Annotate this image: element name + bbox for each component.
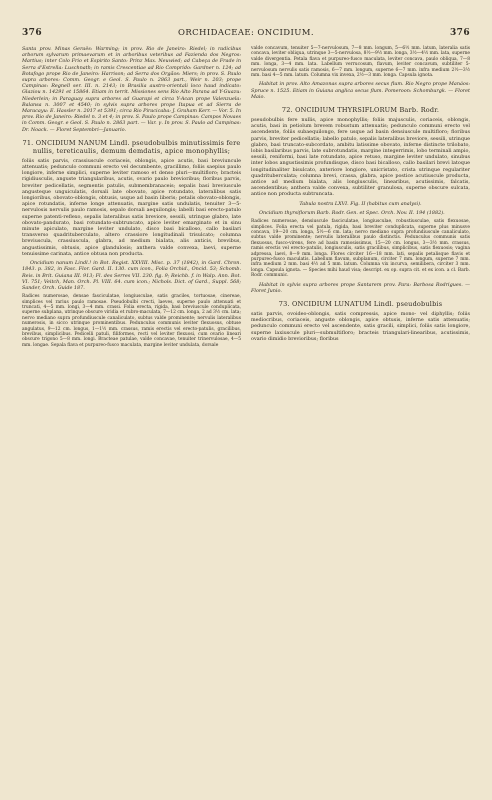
left-column [22, 46, 241, 351]
description: Radices numerosae, densae fasciculatae, longiusculae, satis graciles, tortuosae, cinereae, simplices vel rarius paulo ramosae. Pseudobulbi crecti, laeves, superne paulo attenuati et truncati, 4—5 mm. longi, 3—4 mm. crassi. Folia erecta, rigida, basi breviuscule conduplicata, superne subplana, utrinque obscure viridia et rubro-maculata, 7—12 cm. longa, 2 ad 3½ cm. lata; nervo mediano supra profundiuscule canaliculato, subtus valde prominente; nervulis lateralibus numerosis, in sicco utrinque prominentibus. Pedunculus communis leviter flexuosus, obtuse angulatus, 9—12 cm. longus, 1—1½ mm. crassus, ramis erectis vel erecto-patulis, gracilibus, brevibus, simplicibus. Pedicelli patuli, filiformes, recti vel leviter flexuosi, cum ovario lineari obscure trigono 5—8 mm. longi. Bracteae patulae, valde concavae, tenuiter trinervulosae, 4—5 mm. longae. Sepala flava et purpureo-fusco maculata, margine leviter undulata, dorsale [22, 294, 241, 348]
species-heading-71: 71. ONCIDIUM NANUM Lindl. pseudobulbis minutissimis fere nullis, tereticaulis, demum demdatis, apice monophyllis; [22, 138, 241, 155]
species-heading-73: 73. ONCIDIUM LUNATUM Lindl. pseudobulbis [278, 299, 443, 308]
habitat: Habitat in prov. Alto Amazonas supra arbores secus flum. Rio Negro prope Manáos: Spruce n. 1525. Etiam in Guiana anglica secus flum. Pomeroon: Schomburgk. — Floret Maio. [251, 81, 470, 100]
species-heading-72: 72. ONCIDIUM THYRSIFLORUM Barb. Rodr. [281, 106, 440, 115]
synonymy: Oncidium thyrsiflorum Barb. Rodr. Gen. et Spec. Orch. Nov. II. 194 (1882). [259, 209, 445, 216]
description: Radices numerosae, densiuscule fasciculatae, longiusculae, robustiusculae, satis flexuosae, simplices. Folia erecta vel patula, rigida, basi breviter conduplicata, superne plus minusve concava, 19—20 cm. longa, 5½—6 cm. lata; nervo mediano supra profundiuscule canaliculato, subtus valde prominente; nervulis lateralibus paulo distinctis. Pedunculus communis satis flexuosus, fusco-virens, fere ad basin ramosissimus, 15—20 cm. longus, 3—3½ mm. crassus, ramis erectis vel erecto-patulis, longiusculis, satis gracilibus, simplicibus, satis flexuosis; vagina adpressa, laevi, 8—9 mm. longa. Flores circiter 16—18 mm. lati, sepalis petalisque flavis et purpureo-fusco maculatis. Labellum flavum, subplanum, circiter 7 mm. longum, superne 7 mm. infra medium 2 mm. basi 4½ ad 5 mm. latum. Columna vix incurva, semilibera, circiter 3 mm. longa. Capsula ignota. — Species mihi haud visa; descript. ex op. supra cit. et ex icon. a cl. Barb. Rodr. communic. [251, 219, 470, 279]
synonymy: Oncidium nanum Lindl.! in Bot. Regist. XXVIII. Misc. p. 37 (1842), in Gard. Chron. 1843. p. 382, in Fasc. Flor. Gard. II. 130. cum icon., Folia Orchid., Oncid. 53; Schomb. Reis. in Brit. Guiana III. 913; Fl. des Serres VII. 230. fig. 9; Reichb. f. in Walp. Ann. Bot. VI. 751; Veitch, Man. Orch. Pl. VIII. 64. cum icon.; Nichols. Dict. of Gard., Suppl. 568; Sander, Orch. Guide 187. [22, 260, 241, 291]
paragraph: satis parvis, ovoideo-oblongis, satis compressis, apice mono- vel diphyllis; foliis mediocribus, coriaceis, anguste oblongis, apice obtusis, inferne satis attenuatis; pedunculo communi erecto vel ascendente, satis gracili, simplici, foliis satis longiore, superne laxiuscule pluri—submultifloro; bracteis triangulari-linearibus, acutissimis, ovario dimidio brevioribus; floribus [251, 310, 470, 342]
page-number-right: 376 [450, 28, 470, 38]
running-header [22, 28, 470, 38]
habitat: Habitat in sylvis supra arbores prope Santarem prov. Para: Barbosa Rodrigues. — Floret Junio. [251, 281, 470, 294]
paragraph: pseudobulbis fere nullis, apice monophyllis; foliis majusculis, coriaceis, oblongis, acutis, basi in petiolum brevem robustum attenuatis; pedunculo communi erecto vel ascendente, foliis subaequilongo, fere usque ad basin densiuscule multifloro; floribus parvis, breviter pedicellatis; labello patulo, sepalis lateralibus breviore, sessili, utrinque glabro, basi truncato-subcordato, ambitu latissime obovato, inferne distincte trilobato, lobis basilaribus parvis, late subrotundatis, margine integerrimis, lobo terminali ampio, sessili, reniformi, basi late rotundato, apice retuso, margine leviter undulato, sinubus inter lobos angustissimis profundisque, disco basi bicalloso, callo basilari brevi latoque longitudinaliter bisulcato, anteriore longiore, unicristato, crista utrinque regulariter quadrituberculata; columna brevi, crassa, glabra, apice postice acutiuscule producta, antice ad medium bialata, alis longiusculis, linearibus, acutissimis, falcatis, ascendentibus; anthera valde convexa, subtiliter granulosa, superne obscure sulcata, antice non producta subtruncata. [251, 117, 470, 198]
description: valde concavum, tenuiter 5—7-nervulosum, 7—8 mm. longum, 5—6½ mm. latum, lateralia satis concava, leviter obliqua, utrinque 3—5-nervulosa, 8½—9½ mm. longa, 3½—4½ mm. lata, superne valde divergentia. Petala flava et purpureo-fusco maculata, leviter concava, paulo obliqua, 7—8 mm. longa, 3—4 mm. lata. Labellum verrucosum, flavum, leviter concavum, subtiliter 5-nervulosum nervulis satis ramosis, 6—7 mm. longum, superne 6—7 mm. infra medium 2½—3½ mm. basi 4—5 mm. latum. Columna vix invexa, 2½—3 mm. longa. Capsula ignota. [251, 46, 470, 79]
plate-reference: Tabula nostra LXVI. Fig. II (habitus cum analysi). [299, 200, 422, 207]
text-columns [22, 46, 470, 351]
paragraph: Santa prov. Minas Geraës: Warming; in prov. Rio de Janeiro: Riedel; in radicibus arborum sylvarum primaevarum et in arboribus veteribus ad Fazienda dos Negros: Martius; inter Colo Frio et Espirito Santo: Prinz Max. Neuwied; ad Cabeça de Frade in Serra d'Estrella: Luschnath; in ramis Crescentiae ad Rio Comprido: Gardner n. 124; ad Botafogo prope Rio de Janeiro: Harrison; ad Serra dos Orgãos: Miers; in prov. S. Paulo supra arbores: Comm. Geogr. e Geol. S. Paulo n. 2863 part., Weir n. 203; prope Campinas: Regnell ser. III. n. 2143; in Brasilia austro-orientali loco haud indicato: Glaziou n. 14291 et 15864. Etiam in territ. Missiones sens Rio Alto Parana ad Y-Guazu: Niederlein; in Paraguay supra arbores ad Guarapi et circa Y-Acan prope Valenzuela: Balansa n. 3007 et 4540; in sylvis supra arbores prope Itapua et ad Sierra de Maracayu: E. Hassler n. 2017 et 5391; circa Rio Piracicaba: J. Graham Kerr. — Vor. 5. In prov. Rio de Janeiro: Riedel n. 3 et 4; in prov. S. Paulo prope Campinas: Campos Novaes in Comm. Geogr. e Geol. S. Paulo n. 2863 part. — Var. γ. In prov. S. Paulo ad Campinas: Dr. Noack. — Floret Septembri—Januario. [22, 46, 241, 133]
page-number-left: 376 [22, 28, 42, 38]
right-column [251, 46, 470, 351]
paragraph: foliis satis parvis, crassiuscule coriaceis, oblongis, apice acutis, basi breviuncule attenuatis; pedunculo communi erecto vel decumbente, gracillimo, foliis saepius paulo longiore, inferne simplici, superne leviter ramoso et denso pluri—multifloro; bracteis rigidiusculis, angustе triangularibus, acutis, ovario paulo brevioribus; floribus parvis, breviter pedicellatis, segmentis patulis, submembranaceis; sepalis basi breviuscule angustеque unguiculatis, dorsali late obovato, apice rotundato, lateralibus satis longioribus, obovato-oblongis, obtusis, usque ad basin liberis; petalis obovato-oblongis, apice rotundatis, inferne longe attenuatis, margine satis undulatis, tenuiter 3—5-nervulosis nervulis paulo ramosis, sepalo dorsali aequilongis; labelli basi erecto-patulo superne patenti-reflexo, sepalis lateralibus satis breviore, sessili, utrinque glabro, late obovato-panduratо, basi rotundato-subtruncato, apice leviter emarginato et in sinu minute apiculato, margine leviter undulato, disco basi bicalloso, callo basilari transverso quadrituberculato, altero crassiore longitudinali trisulcato; columna breviuscula, crassiuscula, glabra, ad medium biaIata, alis anticis, brevibus, angustissimis, obtusis, apice glandulosis; anthera valde convexa, laevi, superne tenuissime carinata, antice obtusa non producta. [22, 157, 241, 257]
running-title: ORCHIDACEAE: ONCIDIUM. [177, 28, 315, 38]
